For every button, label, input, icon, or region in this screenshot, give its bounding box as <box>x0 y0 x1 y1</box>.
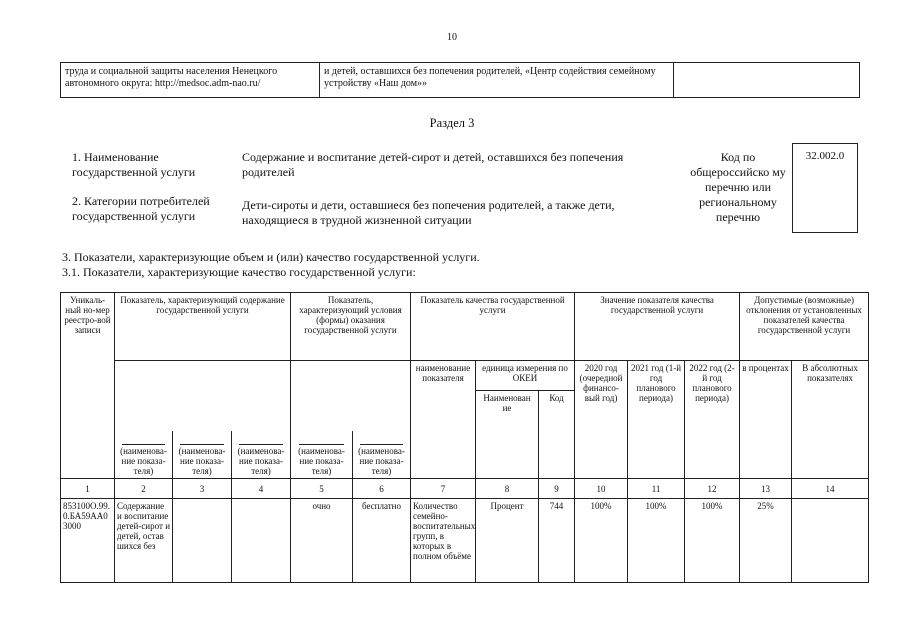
row-content-3 <box>232 499 291 583</box>
row-content-1: Содержание и воспитание детей-сирот и детей, оставшихся без <box>115 499 173 583</box>
col-number: 2 <box>115 479 173 499</box>
col-number: 14 <box>792 479 869 499</box>
col-number: 12 <box>685 479 740 499</box>
col-number: 7 <box>411 479 476 499</box>
row-registry-number: 853100О.99.0.БА59АА03000 <box>61 499 115 583</box>
h-content-blank <box>115 361 291 431</box>
table-row <box>61 499 869 583</box>
intro-line-2: 3.1. Показатели, характеризующие качество государственной услуги: <box>62 265 416 279</box>
h-unit-name: Наименован ие <box>476 391 539 479</box>
h-deviation: Допустимые (возможные) отклонения от установленных показателей качества государственной услуги <box>740 293 869 361</box>
col-number: 6 <box>353 479 411 499</box>
h-percent: в процентах <box>740 361 792 479</box>
service-name-value: Содержание и воспитание детей-сирот и детей, оставшихся без попечения родителей <box>242 150 624 179</box>
row-unit-code: 744 <box>539 499 575 583</box>
service-category-value: Дети-сироты и дети, оставшиеся без попечения родителей, а также дети, находящиеся в трудной жизненной ситуации <box>242 198 615 227</box>
h-absolute: В абсолютных показателях <box>792 361 869 479</box>
col-number: 13 <box>740 479 792 499</box>
col-number: 3 <box>173 479 232 499</box>
col-number: 1 <box>61 479 115 499</box>
col-number: 9 <box>539 479 575 499</box>
page-number: 10 <box>447 32 457 43</box>
sub-content-3: (наименова-ние показа-теля) <box>232 431 291 479</box>
row-payment: бесплатно <box>353 499 411 583</box>
quality-table <box>60 292 869 583</box>
h-2022: 2022 год (2-й год планового периода) <box>685 361 740 479</box>
service-category-label: 2. Категории потребителей государственной услуги <box>72 194 210 223</box>
h-unique-number: Уникаль-ный но-мер реестро-вой записи <box>61 293 115 479</box>
h-content: Показатель, характеризующий содержание государственной услуги <box>115 293 291 361</box>
code-box: 32.002.0 <box>792 143 858 233</box>
h-quality: Показатель качества государственной услуги <box>411 293 575 361</box>
col-number: 10 <box>575 479 628 499</box>
sub-content-1: (наименова-ние показа-теля) <box>115 431 173 479</box>
section-title: Раздел 3 <box>429 116 475 130</box>
row-value-2022: 100% <box>685 499 740 583</box>
row-value-2021: 100% <box>628 499 685 583</box>
top-cell-2: и детей, оставшихся без попечения родителей, «Центр содействия семейному устройству «Наш дом»» <box>320 63 674 98</box>
row-deviation-percent: 25% <box>740 499 792 583</box>
sub-content-2: (наименова-ние показа-теля) <box>173 431 232 479</box>
h-conditions-blank <box>291 361 411 431</box>
top-cell-3 <box>674 63 860 98</box>
top-cell-1: труда и социальной защиты населения Ненецкого автономного округа: http://medsoc.adm-nao.ru/ <box>61 63 320 98</box>
sub-conditions-1: (наименова-ние показа-теля) <box>291 431 353 479</box>
column-number-row <box>61 479 869 499</box>
col-number: 4 <box>232 479 291 499</box>
col-number: 11 <box>628 479 685 499</box>
h-values: Значение показателя качества государственной услуги <box>575 293 740 361</box>
row-unit-name: Процент <box>476 499 539 583</box>
h-2021: 2021 год (1-й год планового периода) <box>628 361 685 479</box>
col-number: 8 <box>476 479 539 499</box>
h-indicator-name: наименование показателя <box>411 361 476 479</box>
h-conditions: Показатель, характеризующий условия (формы) оказания государственной услуги <box>291 293 411 361</box>
row-value-2020: 100% <box>575 499 628 583</box>
row-indicator-name: Количество семейно-воспитательных групп, в которых в полном объёме <box>411 499 476 583</box>
h-2020: 2020 год (очередной финансо-вый год) <box>575 361 628 479</box>
h-unit: единица измерения по ОКЕИ <box>476 361 575 391</box>
row-deviation-absolute <box>792 499 869 583</box>
row-content-2 <box>173 499 232 583</box>
top-table <box>60 62 860 98</box>
row-form: очно <box>291 499 353 583</box>
col-number: 5 <box>291 479 353 499</box>
intro-line-1: 3. Показатели, характеризующие объем и (или) качество государственной услуги. <box>62 250 480 264</box>
service-name-label: 1. Наименование государственной услуги <box>72 150 196 179</box>
h-unit-code: Код <box>539 391 575 479</box>
sub-conditions-2: (наименова-ние показа-теля) <box>353 431 411 479</box>
code-label: Код по общероссийско му перечню или региональному перечню <box>690 150 786 224</box>
